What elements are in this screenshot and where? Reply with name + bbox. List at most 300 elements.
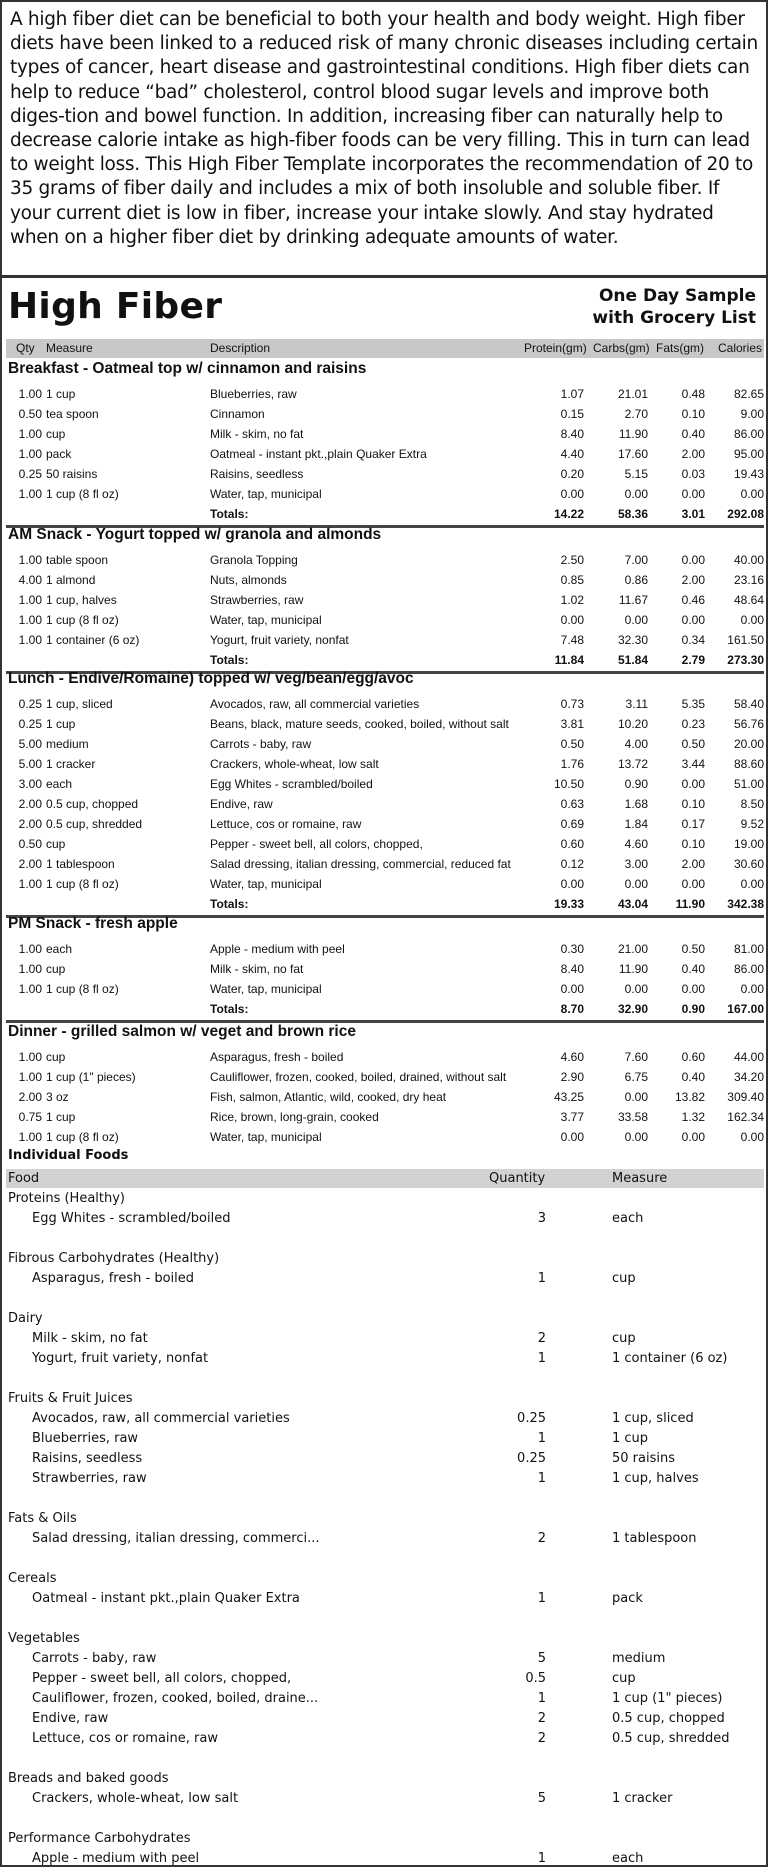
- food-name: Raisins, seedless: [32, 1451, 143, 1466]
- carbs-cell: 0.90: [624, 777, 648, 791]
- totals-label: Totals:: [210, 1002, 249, 1016]
- grocery-row: [6, 1688, 764, 1708]
- totals-row: [6, 650, 764, 670]
- food-quantity: 1: [537, 1471, 546, 1486]
- qty-cell: 2.00: [18, 797, 42, 811]
- measure-cell: 1 cup, halves: [46, 593, 117, 607]
- meal-row: [6, 939, 764, 959]
- meal-row: [6, 384, 764, 404]
- food-name: Pepper - sweet bell, all colors, chopped,: [32, 1671, 292, 1686]
- grocery-row: [6, 1268, 764, 1288]
- carbs-cell: 4.60: [624, 837, 648, 851]
- carbs-cell: 0.00: [624, 613, 648, 627]
- food-name: Asparagus, fresh - boiled: [32, 1271, 195, 1286]
- grocery-list: [6, 1188, 764, 1868]
- measure-cell: table spoon: [46, 553, 109, 567]
- description-cell: Oatmeal - instant pkt.,plain Quaker Extra: [210, 447, 427, 461]
- totals-row: [6, 504, 764, 524]
- fats-cell: 0.00: [681, 1130, 705, 1144]
- fats-cell: 0.10: [681, 797, 705, 811]
- description-cell: Asparagus, fresh - boiled: [210, 1050, 344, 1064]
- calories-cell: 56.76: [733, 717, 764, 731]
- protein-cell: 3.81: [560, 717, 584, 731]
- fats-cell: 0.10: [681, 407, 705, 421]
- description-cell: Raisins, seedless: [210, 467, 304, 481]
- protein-cell: 0.85: [560, 573, 584, 587]
- food-measure: 0.5 cup, shredded: [612, 1731, 730, 1746]
- food-quantity: 1: [537, 1691, 546, 1706]
- category-row: [6, 1568, 764, 1588]
- food-quantity: 2: [537, 1711, 546, 1726]
- protein-cell: 8.40: [560, 962, 584, 976]
- meal-row: [6, 1087, 764, 1107]
- meal-section: [6, 358, 764, 524]
- food-quantity: 0.25: [517, 1411, 546, 1426]
- qty-cell: 1.00: [18, 962, 42, 976]
- carbs-cell: 0.00: [624, 1090, 648, 1104]
- category-row: [6, 1768, 764, 1788]
- description-cell: Strawberries, raw: [210, 593, 304, 607]
- protein-cell: 0.69: [560, 817, 584, 831]
- column-header-measure: Measure: [46, 341, 93, 355]
- qty-cell: 0.25: [18, 697, 42, 711]
- column-header-quantity: Quantity: [489, 1171, 546, 1186]
- category-spacer: [6, 1488, 764, 1508]
- description-cell: Salad dressing, italian dressing, commercial, reduced fat: [210, 857, 511, 871]
- food-name: Crackers, whole-wheat, low salt: [32, 1791, 239, 1806]
- carbs-cell: 7.00: [624, 553, 648, 567]
- page-subtitle: [592, 285, 756, 329]
- grocery-row: [6, 1528, 764, 1548]
- calories-cell: 162.34: [727, 1110, 764, 1124]
- meal-row: [6, 734, 764, 754]
- qty-cell: 3.00: [18, 777, 42, 791]
- protein-cell: 8.40: [560, 427, 584, 441]
- measure-cell: tea spoon: [46, 407, 99, 421]
- fats-cell: 0.23: [681, 717, 705, 731]
- qty-cell: 1.00: [18, 553, 42, 567]
- qty-cell: 2.00: [18, 857, 42, 871]
- meal-row: [6, 694, 764, 714]
- description-cell: Water, tap, municipal: [210, 1130, 322, 1144]
- measure-cell: 1 cup (8 fl oz): [46, 1130, 119, 1144]
- carbs-cell: 11.90: [618, 427, 648, 441]
- fats-cell: 2.00: [681, 447, 705, 461]
- qty-cell: 1.00: [18, 387, 42, 401]
- measure-cell: 1 tablespoon: [46, 857, 115, 871]
- protein-cell: 10.50: [553, 777, 584, 791]
- protein-total: 19.33: [553, 897, 584, 911]
- food-measure: 1 cup: [612, 1431, 649, 1446]
- food-name: Milk - skim, no fat: [32, 1331, 148, 1346]
- category-spacer: [6, 1748, 764, 1768]
- food-measure: cup: [612, 1271, 636, 1286]
- food-name: Apple - medium with peel: [32, 1851, 200, 1866]
- fats-cell: 0.46: [681, 593, 705, 607]
- fats-cell: 0.10: [681, 837, 705, 851]
- meal-row: [6, 610, 764, 630]
- food-name: Endive, raw: [32, 1711, 109, 1726]
- grocery-row: [6, 1848, 764, 1868]
- grocery-row: [6, 1728, 764, 1748]
- fats-cell: 0.17: [681, 817, 705, 831]
- description-cell: Blueberries, raw: [210, 387, 297, 401]
- calories-cell: 9.00: [740, 407, 764, 421]
- calories-cell: 44.00: [733, 1050, 764, 1064]
- measure-cell: each: [46, 777, 73, 791]
- protein-cell: 0.50: [560, 737, 584, 751]
- fats-cell: 0.00: [681, 982, 705, 996]
- meal-row: [6, 630, 764, 650]
- category-label: Fruits & Fruit Juices: [8, 1391, 133, 1406]
- measure-cell: 1 cup (8 fl oz): [46, 613, 119, 627]
- meal-row: [6, 959, 764, 979]
- food-measure: cup: [612, 1671, 636, 1686]
- fats-cell: 0.00: [681, 553, 705, 567]
- food-quantity: 2: [537, 1531, 546, 1546]
- description-cell: Water, tap, municipal: [210, 982, 322, 996]
- food-quantity: 1: [537, 1271, 546, 1286]
- protein-cell: 0.73: [560, 697, 584, 711]
- fats-cell: 0.40: [681, 1070, 705, 1084]
- food-name: Carrots - baby, raw: [32, 1651, 157, 1666]
- calories-cell: 86.00: [733, 427, 764, 441]
- category-label: Fibrous Carbohydrates (Healthy): [8, 1251, 220, 1266]
- meal-title: Dinner - grilled salmon w/ veget and brown rice: [8, 1023, 356, 1040]
- grocery-row: [6, 1328, 764, 1348]
- protein-cell: 1.02: [560, 593, 584, 607]
- food-name: Oatmeal - instant pkt.,plain Quaker Extra: [32, 1591, 300, 1606]
- individual-foods-title: Individual Foods: [8, 1148, 129, 1163]
- measure-cell: pack: [46, 447, 72, 461]
- measure-cell: cup: [46, 837, 66, 851]
- calories-cell: 19.00: [733, 837, 764, 851]
- food-name: Avocados, raw, all commercial varieties: [32, 1411, 290, 1426]
- food-quantity: 1: [537, 1591, 546, 1606]
- calories-total: 342.38: [727, 897, 764, 911]
- protein-cell: 0.00: [560, 487, 584, 501]
- description-cell: Pepper - sweet bell, all colors, chopped,: [210, 837, 423, 851]
- fats-cell: 0.40: [681, 427, 705, 441]
- food-name: Yogurt, fruit variety, nonfat: [32, 1351, 209, 1366]
- column-header-fats: Fats(gm): [656, 341, 704, 355]
- meal-row: [6, 444, 764, 464]
- qty-cell: 1.00: [18, 613, 42, 627]
- protein-cell: 43.25: [553, 1090, 584, 1104]
- carbs-cell: 0.00: [624, 982, 648, 996]
- fats-cell: 2.00: [681, 857, 705, 871]
- description-cell: Cauliflower, frozen, cooked, boiled, drained, without salt: [210, 1070, 507, 1084]
- food-quantity: 0.25: [517, 1451, 546, 1466]
- carbs-total: 51.84: [617, 653, 648, 667]
- description-cell: Water, tap, municipal: [210, 613, 322, 627]
- column-header-grocery-measure: Measure: [612, 1171, 668, 1186]
- measure-cell: 0.5 cup, chopped: [46, 797, 139, 811]
- meal-title: Breakfast - Oatmeal top w/ cinnamon and raisins: [8, 360, 367, 377]
- carbs-cell: 2.70: [624, 407, 648, 421]
- food-name: Blueberries, raw: [32, 1431, 139, 1446]
- category-spacer: [6, 1608, 764, 1628]
- carbs-cell: 10.20: [617, 717, 648, 731]
- calories-cell: 58.40: [733, 697, 764, 711]
- calories-cell: 48.64: [733, 593, 764, 607]
- calories-cell: 88.60: [733, 757, 764, 771]
- category-label: Proteins (Healthy): [8, 1191, 125, 1206]
- column-header-carbs: Carbs(gm): [593, 341, 650, 355]
- column-header-food: Food: [8, 1171, 40, 1186]
- grocery-row: [6, 1208, 764, 1228]
- carbs-cell: 21.00: [617, 942, 648, 956]
- qty-cell: 1.00: [18, 982, 42, 996]
- qty-cell: 2.00: [18, 1090, 42, 1104]
- fats-cell: 0.48: [681, 387, 705, 401]
- meal-section: [6, 524, 764, 670]
- category-label: Performance Carbohydrates: [8, 1831, 191, 1846]
- food-quantity: 3: [537, 1211, 546, 1226]
- protein-total: 8.70: [560, 1002, 584, 1016]
- category-label: Vegetables: [8, 1631, 80, 1646]
- category-label: Breads and baked goods: [8, 1771, 169, 1786]
- food-measure: cup: [612, 1331, 636, 1346]
- carbs-cell: 11.67: [618, 593, 648, 607]
- protein-cell: 0.00: [560, 1130, 584, 1144]
- meal-row: [6, 1067, 764, 1087]
- protein-cell: 2.50: [560, 553, 584, 567]
- meal-row: [6, 979, 764, 999]
- qty-cell: 1.00: [18, 877, 42, 891]
- grocery-row: [6, 1448, 764, 1468]
- calories-cell: 51.00: [733, 777, 764, 791]
- calories-cell: 0.00: [740, 982, 764, 996]
- calories-cell: 40.00: [733, 553, 764, 567]
- fats-total: 0.90: [681, 1002, 705, 1016]
- qty-cell: 5.00: [18, 737, 42, 751]
- qty-cell: 4.00: [18, 573, 42, 587]
- qty-cell: 5.00: [18, 757, 42, 771]
- qty-cell: 1.00: [18, 633, 42, 647]
- meal-section: [6, 1021, 764, 1147]
- meal-title: PM Snack - fresh apple: [8, 915, 178, 932]
- calories-cell: 86.00: [733, 962, 764, 976]
- food-measure: 50 raisins: [612, 1451, 675, 1466]
- meal-row: [6, 404, 764, 424]
- intro-paragraph: A high fiber diet can be beneficial to both your health and body weight. High fiber diets have been linked to a reduced risk of many chronic diseases including certain types of cancer, heart disease and gastrointestinal conditions. High fiber diets can help to reduce “bad” cholesterol, control blood sugar levels and improve both diges-tion and bowel function. In addition, increasing fiber can naturally help to decrease calorie intake as high-fiber foods can be very filling. This in turn can lead to weight loss. This High Fiber Template incorporates the recommendation of 20 to 35 grams of fiber daily and includes a mix of both insoluble and soluble fiber. If your current diet is low in fiber, increase your intake slowly. And stay hydrated when on a higher fiber diet by drinking adequate amounts of water.: [10, 9, 758, 248]
- meal-row: [6, 424, 764, 444]
- page-title: High Fiber: [8, 286, 223, 327]
- meal-row: [6, 754, 764, 774]
- fats-cell: 0.60: [681, 1050, 705, 1064]
- food-measure: pack: [612, 1591, 643, 1606]
- column-header-qty: Qty: [16, 341, 35, 355]
- meal-row: [6, 774, 764, 794]
- measure-cell: each: [46, 942, 73, 956]
- meal-section: [6, 668, 764, 914]
- fats-total: 2.79: [681, 653, 705, 667]
- calories-cell: 161.50: [727, 633, 764, 647]
- fats-cell: 2.00: [681, 573, 705, 587]
- carbs-total: 43.04: [617, 897, 648, 911]
- qty-cell: 0.25: [18, 467, 42, 481]
- measure-cell: 1 cup: [46, 717, 76, 731]
- calories-cell: 309.40: [727, 1090, 764, 1104]
- measure-cell: 1 cup (8 fl oz): [46, 487, 119, 501]
- meal-row: [6, 874, 764, 894]
- qty-cell: 1.00: [18, 942, 42, 956]
- protein-cell: 0.12: [560, 857, 584, 871]
- section-divider: [2, 275, 766, 278]
- category-row: [6, 1828, 764, 1848]
- calories-cell: 30.60: [733, 857, 764, 871]
- grocery-row: [6, 1588, 764, 1608]
- fats-cell: 0.00: [681, 777, 705, 791]
- carbs-cell: 3.11: [625, 697, 648, 711]
- measure-cell: 1 container (6 oz): [46, 633, 140, 647]
- fats-cell: 0.00: [681, 613, 705, 627]
- grocery-row: [6, 1428, 764, 1448]
- fats-cell: 0.50: [681, 942, 705, 956]
- calories-cell: 82.65: [733, 387, 764, 401]
- meal-row: [6, 1047, 764, 1067]
- qty-cell: 1.00: [18, 593, 42, 607]
- protein-cell: 3.77: [560, 1110, 584, 1124]
- carbs-total: 58.36: [617, 507, 648, 521]
- grocery-row: [6, 1788, 764, 1808]
- calories-cell: 0.00: [740, 487, 764, 501]
- description-cell: Carrots - baby, raw: [210, 737, 312, 751]
- totals-row: [6, 894, 764, 914]
- food-quantity: 1: [537, 1351, 546, 1366]
- description-cell: Yogurt, fruit variety, nonfat: [210, 633, 349, 647]
- category-row: [6, 1508, 764, 1528]
- calories-cell: 23.16: [733, 573, 764, 587]
- protein-total: 11.84: [554, 653, 584, 667]
- carbs-cell: 0.00: [624, 877, 648, 891]
- measure-cell: medium: [46, 737, 89, 751]
- food-measure: each: [612, 1211, 644, 1226]
- category-label: Cereals: [8, 1571, 57, 1586]
- protein-cell: 0.63: [560, 797, 584, 811]
- food-quantity: 5: [537, 1791, 546, 1806]
- protein-total: 14.22: [553, 507, 584, 521]
- description-cell: Milk - skim, no fat: [210, 427, 304, 441]
- meal-row: [6, 1107, 764, 1127]
- carbs-cell: 32.30: [617, 633, 648, 647]
- category-spacer: [6, 1548, 764, 1568]
- qty-cell: 1.00: [18, 1130, 42, 1144]
- carbs-cell: 3.00: [624, 857, 648, 871]
- calories-cell: 8.50: [740, 797, 764, 811]
- measure-cell: 1 cup (8 fl oz): [46, 982, 119, 996]
- meal-table-header: [6, 339, 764, 358]
- meal-row: [6, 570, 764, 590]
- protein-cell: 0.60: [560, 837, 584, 851]
- fats-cell: 0.00: [681, 877, 705, 891]
- measure-cell: 1 cup, sliced: [46, 697, 113, 711]
- measure-cell: 3 oz: [46, 1090, 69, 1104]
- carbs-cell: 7.60: [624, 1050, 648, 1064]
- carbs-cell: 21.01: [617, 387, 648, 401]
- grocery-row: [6, 1348, 764, 1368]
- calories-cell: 34.20: [733, 1070, 764, 1084]
- fats-cell: 0.50: [681, 737, 705, 751]
- calories-cell: 0.00: [740, 877, 764, 891]
- food-measure: 1 cup (1" pieces): [612, 1691, 723, 1706]
- measure-cell: 1 almond: [46, 573, 96, 587]
- food-name: Egg Whites - scrambled/boiled: [32, 1211, 231, 1226]
- fats-cell: 13.82: [674, 1090, 705, 1104]
- meal-row: [6, 834, 764, 854]
- category-label: Fats & Oils: [8, 1511, 77, 1526]
- calories-cell: 81.00: [733, 942, 764, 956]
- fats-cell: 5.35: [681, 697, 705, 711]
- column-header-description: Description: [210, 341, 271, 355]
- qty-cell: 1.00: [18, 427, 42, 441]
- carbs-cell: 17.60: [617, 447, 648, 461]
- measure-cell: 1 cup: [46, 1110, 76, 1124]
- food-measure: 1 container (6 oz): [612, 1351, 728, 1366]
- food-quantity: 0.5: [525, 1671, 546, 1686]
- category-row: [6, 1628, 764, 1648]
- fats-cell: 1.32: [681, 1110, 705, 1124]
- food-measure: 1 tablespoon: [612, 1531, 697, 1546]
- subtitle-line: One Day Sample: [598, 286, 756, 306]
- calories-total: 273.30: [727, 653, 764, 667]
- category-spacer: [6, 1288, 764, 1308]
- carbs-cell: 1.84: [624, 817, 648, 831]
- meal-title: AM Snack - Yogurt topped w/ granola and almonds: [8, 526, 382, 543]
- qty-cell: 0.25: [18, 717, 42, 731]
- food-measure: 1 cup, sliced: [612, 1411, 694, 1426]
- measure-cell: 1 cup (1" pieces): [46, 1070, 136, 1084]
- meal-row: [6, 550, 764, 570]
- measure-cell: cup: [46, 1050, 66, 1064]
- qty-cell: 2.00: [18, 817, 42, 831]
- protein-cell: 0.30: [560, 942, 584, 956]
- fats-cell: 3.44: [681, 757, 705, 771]
- food-quantity: 1: [537, 1851, 546, 1866]
- protein-cell: 0.00: [560, 982, 584, 996]
- carbs-cell: 1.68: [624, 797, 648, 811]
- description-cell: Lettuce, cos or romaine, raw: [210, 817, 362, 831]
- description-cell: Apple - medium with peel: [210, 942, 345, 956]
- protein-cell: 1.07: [560, 387, 584, 401]
- description-cell: Granola Topping: [210, 553, 298, 567]
- qty-cell: 0.50: [18, 837, 42, 851]
- qty-cell: 1.00: [18, 1050, 42, 1064]
- meal-section: [6, 913, 764, 1019]
- food-measure: 1 cup, halves: [612, 1471, 699, 1486]
- description-cell: Rice, brown, long-grain, cooked: [210, 1110, 379, 1124]
- carbs-cell: 0.00: [624, 487, 648, 501]
- food-name: Lettuce, cos or romaine, raw: [32, 1731, 218, 1746]
- carbs-cell: 11.90: [618, 962, 648, 976]
- description-cell: Milk - skim, no fat: [210, 962, 304, 976]
- fats-cell: 0.00: [681, 487, 705, 501]
- carbs-cell: 13.72: [617, 757, 648, 771]
- food-measure: 0.5 cup, chopped: [612, 1711, 725, 1726]
- totals-label: Totals:: [210, 653, 249, 667]
- description-cell: Egg Whites - scrambled/boiled: [210, 777, 373, 791]
- fats-cell: 0.40: [681, 962, 705, 976]
- qty-cell: 1.00: [18, 487, 42, 501]
- measure-cell: 1 cup (8 fl oz): [46, 877, 119, 891]
- calories-cell: 20.00: [733, 737, 764, 751]
- food-quantity: 2: [537, 1331, 546, 1346]
- fats-cell: 0.03: [681, 467, 705, 481]
- description-cell: Water, tap, municipal: [210, 487, 322, 501]
- calories-total: 292.08: [727, 507, 764, 521]
- protein-cell: 4.40: [560, 447, 584, 461]
